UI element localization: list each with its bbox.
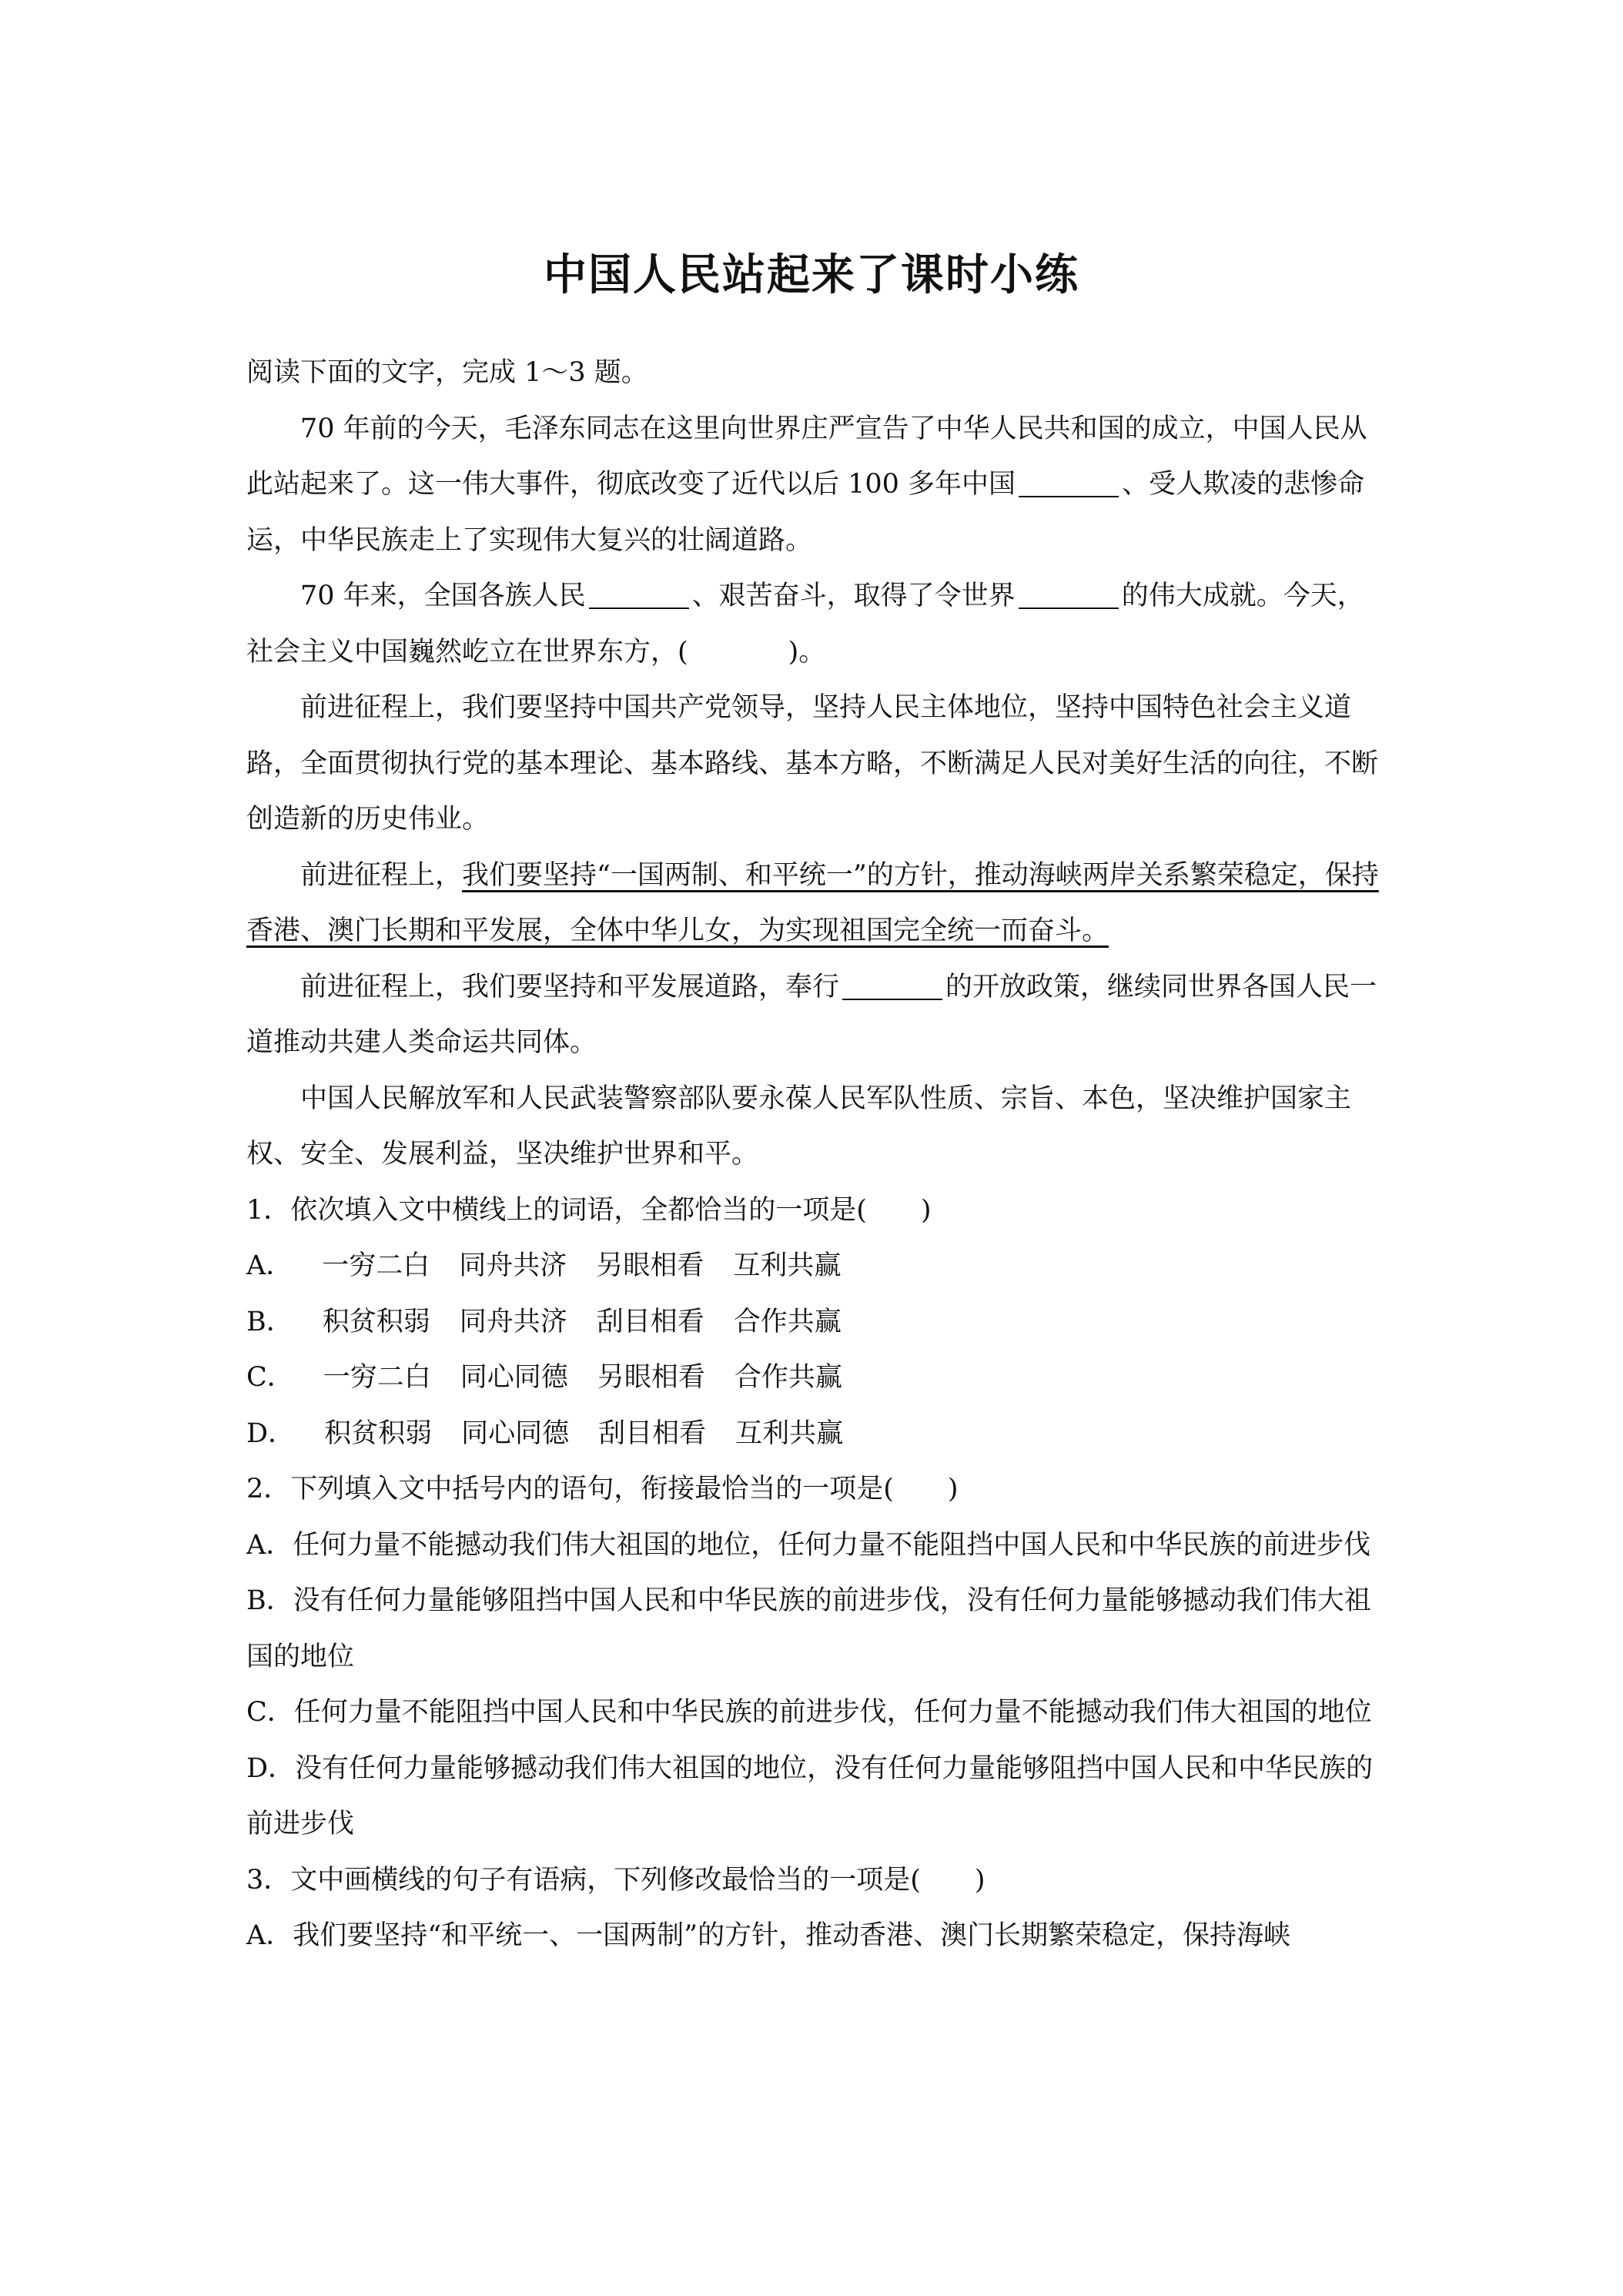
instruction: 阅读下面的文字，完成 1～3 题。 bbox=[246, 357, 648, 388]
passage-paragraph-3: 前进征程上，我们要坚持中国共产党领导，坚持人民主体地位，坚持中国特色社会主义道路，全面贯彻执行党的基本理论、基本路线、基本方略，不断满足人民对美好生活的向往，不断创造新的历史伟业。 bbox=[246, 692, 1379, 835]
passage-paragraph-6: 中国人民解放军和人民武装警察部队要永葆人民军队性质、宗旨、本色，坚决维护国家主权、安全、发展利益，坚决维护世界和平。 bbox=[246, 1083, 1352, 1170]
document-body bbox=[246, 345, 1387, 1964]
fill-blank-3 bbox=[1019, 584, 1119, 609]
fill-blank-1 bbox=[1019, 473, 1119, 497]
question-1-option-d: D． 积贫积弱 同心同德 刮目相看 互利共赢 bbox=[246, 1417, 844, 1449]
question-3-stem: 3．文中画横线的句子有语病，下列修改最恰当的一项是( ) bbox=[246, 1864, 986, 1896]
question-2-option-b: B．没有任何力量能够阻挡中国人民和中华民族的前进步伐，没有任何力量能够撼动我们伟大祖国的地位 bbox=[246, 1585, 1371, 1672]
question-2-option-d: D．没有任何力量能够撼动我们伟大祖国的地位，没有任何力量能够阻挡中国人民和中华民族的前进步伐 bbox=[246, 1752, 1374, 1839]
passage-paragraph-2: 70 年来，全国各族人民 、艰苦奋斗，取得了令世界 的伟大成就。今天，社会主义中国巍然屹立在世界东方，( )。 bbox=[246, 581, 1364, 668]
question-3-option-a: A．我们要坚持“和平统一、一国两制”的方针，推动香港、澳门长期繁荣稳定，保持海峡 bbox=[246, 1920, 1291, 1951]
fill-blank-4 bbox=[842, 976, 942, 1000]
passage-paragraph-1: 70 年前的今天，毛泽东同志在这里向世界庄严宣告了中华人民共和国的成立，中国人民从此站起来了。这一伟大事件，彻底改变了近代以后 100 多年中国 、受人欺凌的悲惨命运，中华民族走上了实现伟大复兴的壮阔道路。 bbox=[246, 413, 1367, 556]
underlined-sentence: 我们要坚持“一国两制、和平统一”的方针，推动海峡两岸关系繁荣稳定，保持香港、澳门长期和平发展，全体中华儿女，为实现祖国完全统一而奋斗。 bbox=[246, 859, 1379, 946]
question-2-option-a: A．任何力量不能撼动我们伟大祖国的地位，任何力量不能阻挡中国人民和中华民族的前进步伐 bbox=[246, 1529, 1371, 1561]
page-title: 中国人民站起来了课时小练 bbox=[544, 250, 1079, 300]
question-1-option-c: C． 一穷二白 同心同德 另眼相看 合作共赢 bbox=[246, 1362, 842, 1393]
question-1-stem: 1．依次填入文中横线上的词语，全都恰当的一项是( ) bbox=[246, 1194, 932, 1226]
passage-paragraph-4: 前进征程上，我们要坚持“一国两制、和平统一”的方针，推动海峡两岸关系繁荣稳定，保持香港、澳门长期和平发展，全体中华儿女，为实现祖国完全统一而奋斗。 bbox=[246, 859, 1379, 946]
passage-paragraph-5: 前进征程上，我们要坚持和平发展道路，奉行 的开放政策，继续同世界各国人民一道推动共建人类命运共同体。 bbox=[246, 971, 1377, 1058]
question-1-option-a: A． 一穷二白 同舟共济 另眼相看 互利共赢 bbox=[246, 1250, 842, 1281]
question-1-option-b: B． 积贫积弱 同舟共济 刮目相看 合作共赢 bbox=[246, 1306, 842, 1337]
question-2-option-c: C．任何力量不能阻挡中国人民和中华民族的前进步伐，任何力量不能撼动我们伟大祖国的地位 bbox=[246, 1697, 1372, 1728]
question-2-stem: 2．下列填入文中括号内的语句，衔接最恰当的一项是( ) bbox=[246, 1474, 959, 1504]
fill-blank-2 bbox=[589, 584, 689, 609]
